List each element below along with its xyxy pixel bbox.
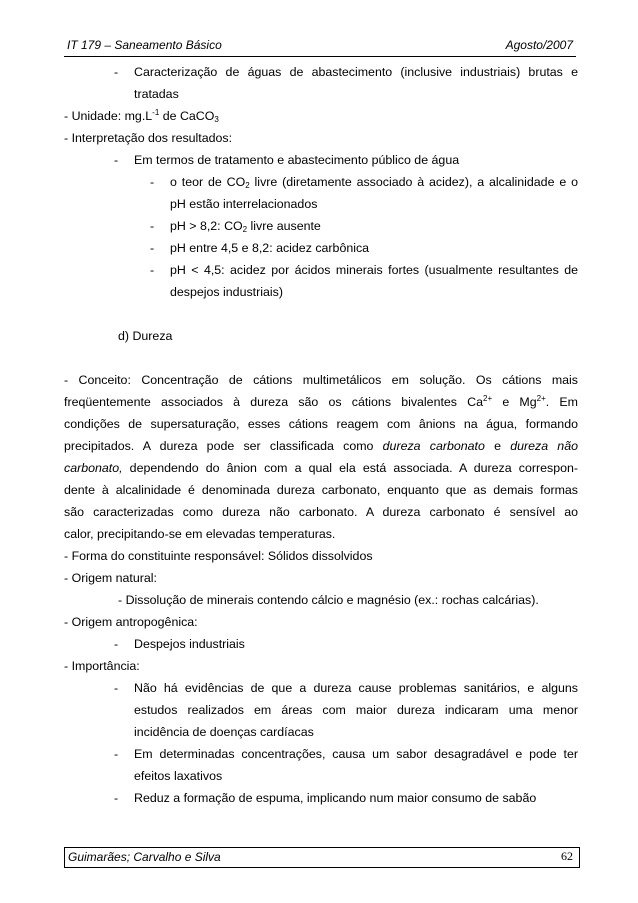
bullet-continuation: incidência de doenças cardíacas [134,725,314,739]
bullet-item: - Reduz a formação de espuma, implicando num maior consumo de sabão [114,791,537,805]
sub-bullet-item: - pH entre 4,5 e 8,2: acidez carbônica [150,241,370,255]
form-line: - Forma do constituinte responsável: Sólidos dissolvidos [64,549,373,563]
paragraph-line: dente à alcalinidade é denominada dureza carbonato, enquanto que as demais formas [64,483,578,497]
paragraph-line: - Conceito: Concentração de cátions multimetálicos em solução. Os cátions mais [64,373,578,387]
importance-heading: - Importância: [64,659,140,673]
sub-bullet-item: - pH > 8,2: $CO_2$ livre ausente [150,219,321,234]
paragraph-line: condições de supersaturação, esses cátions reagem com ânions na água, formando [64,417,578,431]
sub-bullet-item: - o teor de $CO_2$ livre (diretamente associado à acidez), a alcalinidade e o [150,175,578,190]
header-course: IT 179 – Saneamento Básico [67,38,222,52]
sub-bullet-continuation: pH estão interrelacionados [170,197,318,211]
section-title: d) Dureza [118,329,173,343]
natural-origin-item: - Dissolução de minerais contendo cálcio e magnésio (ex.: rochas calcárias). [118,593,539,607]
header-date: Agosto/2007 [505,38,573,52]
footer-authors: Guimarães; Carvalho e Silva [68,850,221,864]
bullet-continuation: efeitos laxativos [134,769,223,783]
bullet-item [64,61,578,83]
paragraph-line: são caracterizadas como dureza não carbonato. A dureza carbonato é sensível ao [64,505,578,519]
interpretation-heading: - Interpretação dos resultados: [64,131,233,145]
anthropogenic-origin-heading: - Origem antropogênica: [64,615,198,629]
bullet-text: tratadas [134,87,179,101]
paragraph-line: calor, precipitando-se em elevadas temperaturas. [64,527,336,541]
bullet-item: - Despejos industriais [114,637,245,651]
bullet-item: - Não há evidências de que a dureza cause problemas sanitários, e alguns [114,681,578,695]
bullet-continuation: estudos realizados em áreas com maior dureza indicaram uma menor [134,703,578,717]
page-number: 62 [561,849,573,863]
page-footer [64,847,580,868]
page-header [64,38,576,57]
bullet-continuation [64,83,578,105]
sub-bullet-item: - pH < 4,5: acidez por ácidos minerais fortes (usualmente resultantes de [150,263,578,277]
unit-line: - Unidade: $mg.L^{-1}$ de CaCO$_3$ [64,108,219,124]
document-body [64,61,578,809]
paragraph-line: carbonato, dependendo do ânion com a qual ela está associada. A dureza correspon- [64,461,578,475]
sub-bullet-continuation: despejos industriais) [170,285,283,299]
paragraph-line: freqüentemente associados à dureza são os cátions bivalentes $Ca^{2+}$ e $Mg^{2+}$. Em [64,394,578,409]
bullet-text: Caracterização de águas de abastecimento (inclusive industriais) brutas e [134,65,578,79]
bullet-item: - Em termos de tratamento e abastecimento público de água [114,153,460,167]
natural-origin-heading: - Origem natural: [64,571,157,585]
bullet-dash: - [114,65,119,79]
paragraph-line: precipitados. A dureza pode ser classificada como dureza carbonato e dureza não [64,439,578,453]
bullet-item: - Em determinadas concentrações, causa um sabor desagradável e pode ter [114,747,578,761]
